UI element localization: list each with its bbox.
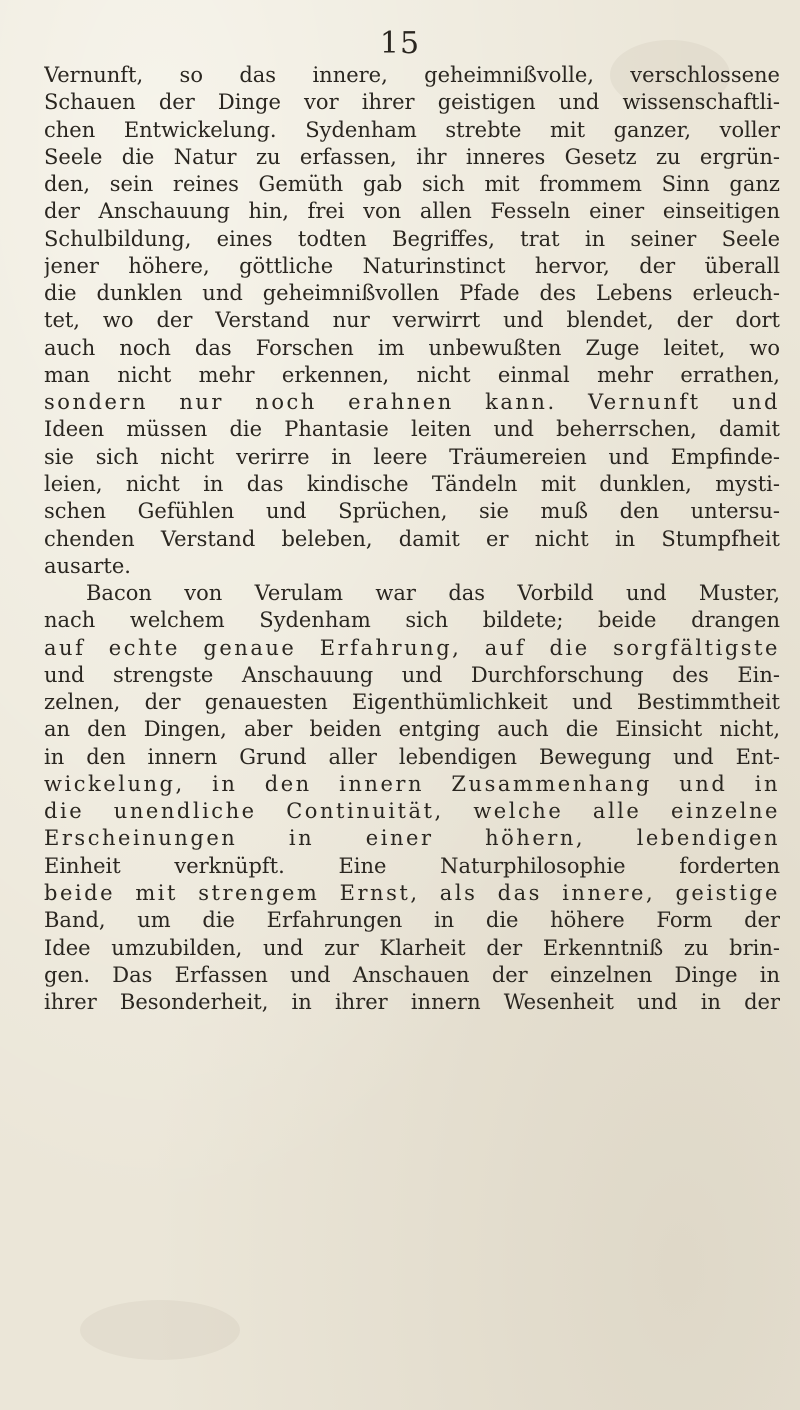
- text-line: an den Dingen, aber beiden entging auch die Einsicht nicht,: [44, 717, 780, 742]
- text-line: man nicht mehr erkennen, nicht einmal mehr errathen,: [44, 362, 780, 387]
- text-line: Schauen der Dinge vor ihrer geistigen und wissenschaftli-: [44, 90, 780, 115]
- text-line: Seele die Natur zu erfassen, ihr inneres Gesetz zu ergrün-: [44, 144, 780, 169]
- text-line: Vernunft, so das innere, geheimnißvolle, verschlossene: [44, 63, 780, 87]
- text-line: in den innern Grund aller lebendigen Bewegung und Ent-: [44, 744, 780, 769]
- text-line: wickelung, in den innern Zusammenhang und in: [44, 771, 780, 796]
- text-line: auch noch das Forschen im unbewußten Zuge leitet, wo: [44, 335, 780, 360]
- text-line: Erscheinungen in einer höhern, lebendigen: [44, 826, 780, 851]
- text-line: der Anschauung hin, frei von allen Fesseln einer einseitigen: [44, 199, 780, 224]
- text-line: Idee umzubilden, und zur Klarheit der Erkenntniß zu brin-: [44, 935, 780, 960]
- text-line: sondern nur noch erahnen kann. Vernunft und: [44, 390, 780, 415]
- text-line: ihrer Besonderheit, in ihrer innern Wesenheit und in der: [44, 990, 780, 1015]
- text-line: jener höhere, göttliche Naturinstinct hervor, der überall: [44, 253, 780, 278]
- body-text: [44, 62, 780, 1016]
- text-line: beide mit strengem Ernst, als das innere, geistige: [44, 880, 780, 905]
- text-line: chenden Verstand beleben, damit er nicht in Stumpfheit: [44, 526, 780, 551]
- text-line: Band, um die Erfahrungen in die höhere Form der: [44, 908, 780, 933]
- text-line: Schulbildung, eines todten Begriffes, trat in seiner Seele: [44, 226, 780, 251]
- text-line: Ideen müssen die Phantasie leiten und beherrschen, damit: [44, 417, 780, 442]
- page-number: 15: [379, 26, 421, 61]
- text-line: nach welchem Sydenham sich bildete; beide drangen: [44, 608, 780, 633]
- text-line: den, sein reines Gemüth gab sich mit frommem Sinn ganz: [44, 172, 780, 197]
- text-line: chen Entwickelung. Sydenham strebte mit ganzer, voller: [44, 117, 780, 142]
- text-line: die unendliche Continuität, welche alle einzelne: [44, 799, 780, 824]
- text-line: die dunklen und geheimnißvollen Pfade des Lebens erleuch-: [44, 281, 780, 306]
- text-line: leien, nicht in das kindische Tändeln mit dunklen, mysti-: [44, 471, 780, 496]
- paper-stain: [80, 1300, 240, 1360]
- text-line: sie sich nicht verirre in leere Träumereien und Empfinde-: [44, 444, 780, 469]
- text-line: und strengste Anschauung und Durchforschung des Ein-: [44, 662, 780, 687]
- text-line: auf echte genaue Erfahrung, auf die sorgfältigste: [44, 635, 780, 660]
- text-line: tet, wo der Verstand nur verwirrt und blendet, der dort: [44, 308, 780, 333]
- text-line: zelnen, der genauesten Eigenthümlichkeit und Bestimmtheit: [44, 690, 780, 715]
- text-line: gen. Das Erfassen und Anschauen der einzelnen Dinge in: [44, 962, 780, 987]
- text-line: schen Gefühlen und Sprüchen, sie muß den untersu-: [44, 499, 780, 524]
- text-line: Einheit verknüpft. Eine Naturphilosophie forderten: [44, 853, 780, 878]
- text-line: ausarte.: [44, 553, 131, 578]
- text-line: Bacon von Verulam war das Vorbild und Muster,: [86, 581, 780, 606]
